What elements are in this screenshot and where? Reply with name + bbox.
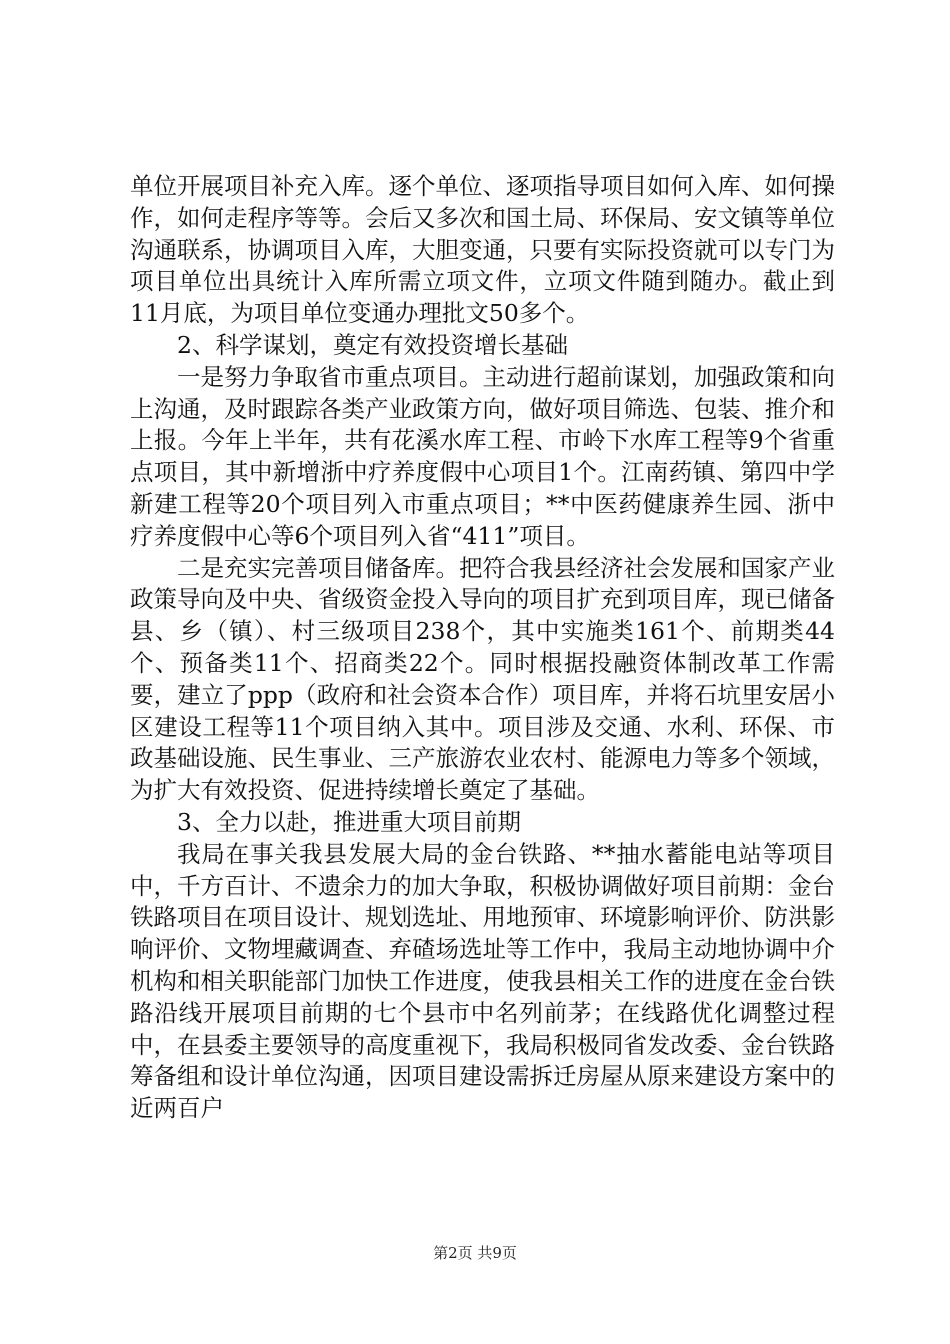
paragraph-6: 我局在事关我县发展大局的金台铁路、**抽水蓄能电站等项目中，千方百计、不遗余力的加大争取，积极协调做好项目前期：金台铁路项目在项目设计、规划选址、用地预审、环境影响评价、防洪影响评价、文物埋藏调查、弃碴场选址等工作中，我局主动地协调中介机构和相关职能部门加快工作进度，使我县相关工作的进度在金台铁路沿线开展项目前期的七个县市中名列前茅；在线路优化调整过程中，在县委主要领导的高度重视下，我局积极同省发改委、金台铁路筹备组和设计单位沟通，因项目建设需拆迁房屋从原来建设方案中的近两百户: [130, 839, 835, 1123]
page-number-footer: 第2页 共9页: [433, 1244, 517, 1262]
heading-2: 2、科学谋划，奠定有效投资增长基础: [177, 330, 568, 359]
paragraph-1: 单位开展项目补充入库。逐个单位、逐项指导项目如何入库、如何操作，如何走程序等等。会后又多次和国土局、环保局、安文镇等单位沟通联系，协调项目入库，大胆变通，只要有实际投资就可以专门为项目单位出具统计入库所需立项文件，立项文件随到随办。截止到11月底，为项目单位变通办理批文50多个。: [130, 172, 835, 328]
body-text: [130, 171, 835, 1125]
paragraph-3: 一是努力争取省市重点项目。主动进行超前谋划，加强政策和向上沟通，及时跟踪各类产业政策方向，做好项目筛选、包装、推介和上报。今年上半年，共有花溪水库工程、市岭下水库工程等9个省重点项目，其中新增浙中疗养度假中心项目1个。江南药镇、第四中学新建工程等20个项目列入市重点项目；**中医药健康养生园、浙中疗养度假中心等6个项目列入省“411”项目。: [130, 362, 835, 550]
paragraph-4: 二是充实完善项目储备库。把符合我县经济社会发展和国家产业政策导向及中央、省级资金投入导向的项目扩充到项目库，现已储备县、乡（镇）、村三级项目238个，其中实施类161个、前期类44个、预备类11个、招商类22个。同时根据投融资体制改革工作需要，建立了ppp（政府和社会资本合作）项目库，并将石坑里安居小区建设工程等11个项目纳入其中。项目涉及交通、水利、环保、市政基础设施、民生事业、三产旅游农业农村、能源电力等多个领域，为扩大有效投资、促进持续增长奠定了基础。: [130, 553, 835, 805]
heading-5: 3、全力以赴，推进重大项目前期: [177, 807, 521, 836]
